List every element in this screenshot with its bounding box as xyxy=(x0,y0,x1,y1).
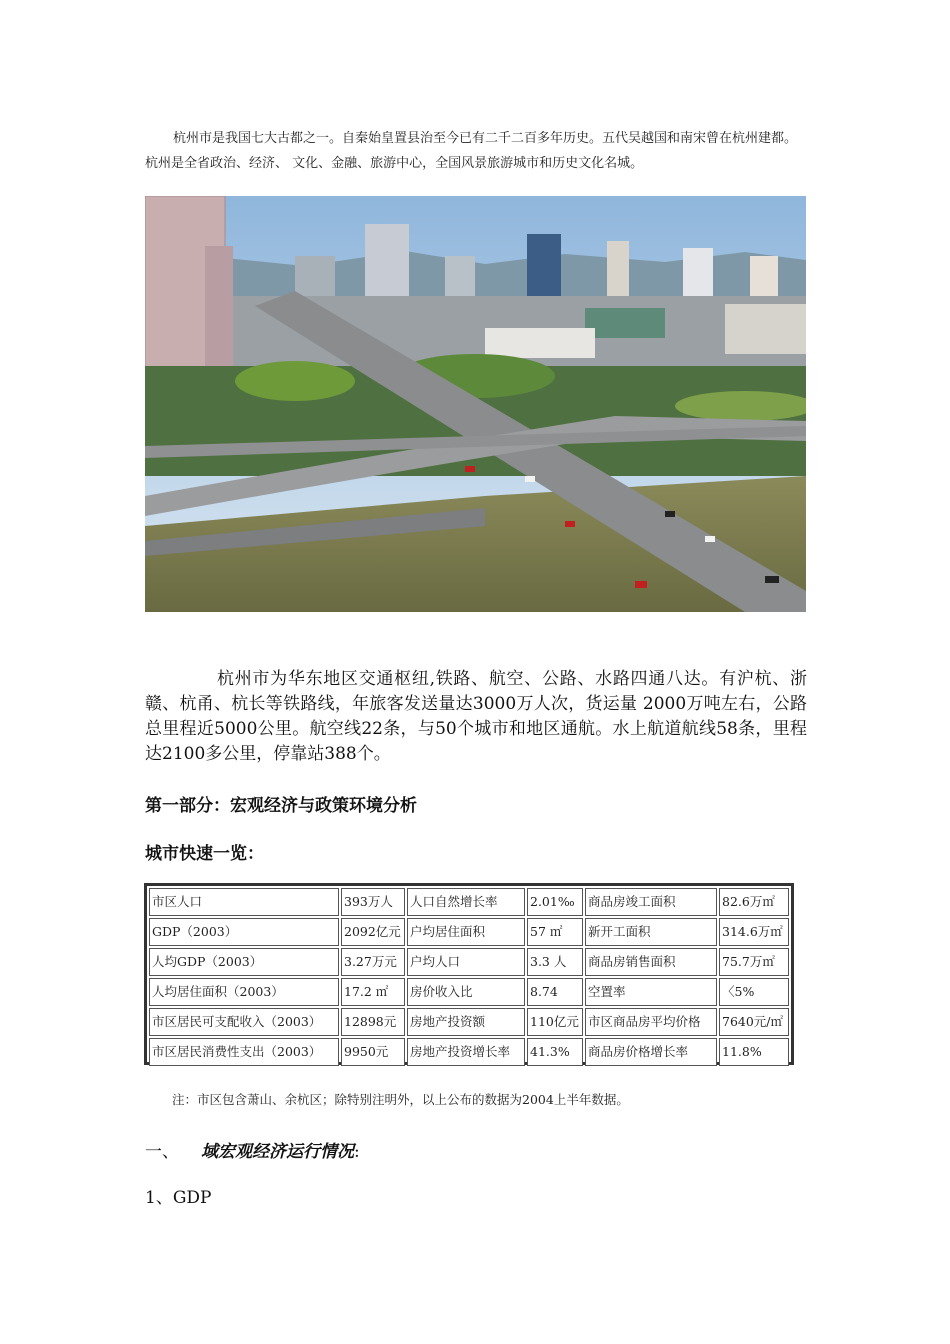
table-cell: 17.2 ㎡ xyxy=(341,978,405,1006)
chapter-number: 一、 xyxy=(145,1142,179,1162)
table-row xyxy=(149,888,789,916)
table-note: 注：市区包含萧山、余杭区；除特别注明外，以上公布的数据为2004上半年数据。 xyxy=(172,1092,629,1107)
chapter-heading xyxy=(145,1137,360,1162)
table-row xyxy=(149,918,789,946)
transport-paragraph: 杭州市为华东地区交通枢纽,铁路、航空、公路、水路四通八达。有沪杭、浙赣、杭甬、杭长等铁路线，年旅客发送量达3000万人次，货运量 2000万吨左右，公路总里程近5000公里。航空线22条，与50个城市和地区通航。水上航道航线58条，里程达2100多公里，停靠站388个。 xyxy=(145,669,807,764)
table-cell: 人口自然增长率 xyxy=(407,888,525,916)
table-cell: 3.3 人 xyxy=(527,948,583,976)
table-cell: 2092亿元 xyxy=(341,918,405,946)
table-cell: 新开工面积 xyxy=(585,918,717,946)
table-cell: 9950元 xyxy=(341,1038,405,1066)
table-cell: 市区居民可支配收入（2003） xyxy=(149,1008,339,1036)
table-row xyxy=(149,978,789,1006)
table-cell: 人均居住面积（2003） xyxy=(149,978,339,1006)
table-cell: 商品房价格增长率 xyxy=(585,1038,717,1066)
table-cell: 2.01‰ xyxy=(527,888,583,916)
table-cell: 314.6万㎡ xyxy=(719,918,789,946)
table-cell: 11.8% xyxy=(719,1038,789,1066)
photo-illustration xyxy=(145,196,806,612)
table-cell: 〈5% xyxy=(719,978,789,1006)
table-cell: 75.7万㎡ xyxy=(719,948,789,976)
table-cell: 7640元/㎡ xyxy=(719,1008,789,1036)
table-cell: 户均居住面积 xyxy=(407,918,525,946)
table-cell: 393万人 xyxy=(341,888,405,916)
table-cell: 市区居民消费性支出（2003） xyxy=(149,1038,339,1066)
table-cell: 房价收入比 xyxy=(407,978,525,1006)
table-cell: 户均人口 xyxy=(407,948,525,976)
table-cell: 82.6万㎡ xyxy=(719,888,789,916)
table-cell: 110亿元 xyxy=(527,1008,583,1036)
table-cell: 市区人口 xyxy=(149,888,339,916)
table-cell: 57 ㎡ xyxy=(527,918,583,946)
table-cell: 41.3% xyxy=(527,1038,583,1066)
table-cell: 房地产投资增长率 xyxy=(407,1038,525,1066)
section-heading: 第一部分：宏观经济与政策环境分析 xyxy=(145,796,417,816)
table-cell: 人均GDP（2003） xyxy=(149,948,339,976)
table-row xyxy=(149,1008,789,1036)
table-cell: 商品房销售面积 xyxy=(585,948,717,976)
chapter-title: 域宏观经济运行情况 xyxy=(201,1142,354,1162)
table-cell: 12898元 xyxy=(341,1008,405,1036)
subsection-heading: 城市快速一览： xyxy=(145,844,264,864)
table-cell: 市区商品房平均价格 xyxy=(585,1008,717,1036)
table-cell: GDP（2003） xyxy=(149,918,339,946)
city-stats-table xyxy=(144,883,794,1065)
table-cell: 商品房竣工面积 xyxy=(585,888,717,916)
city-interchange-photo xyxy=(145,196,806,612)
gdp-heading: 1、GDP xyxy=(145,1188,212,1208)
table-row xyxy=(149,1038,789,1066)
chapter-colon: : xyxy=(354,1142,360,1162)
table-cell: 房地产投资额 xyxy=(407,1008,525,1036)
table-row xyxy=(149,948,789,976)
table-cell: 8.74 xyxy=(527,978,583,1006)
intro-paragraph: 杭州市是我国七大古都之一。自秦始皇置县治至今已有二千二百多年历史。五代吴越国和南宋曾在杭州建都。杭州是全省政治、经济、 文化、金融、旅游中心，全国风景旅游城市和历史文化名城。 xyxy=(145,131,798,171)
table-cell: 空置率 xyxy=(585,978,717,1006)
table-cell: 3.27万元 xyxy=(341,948,405,976)
